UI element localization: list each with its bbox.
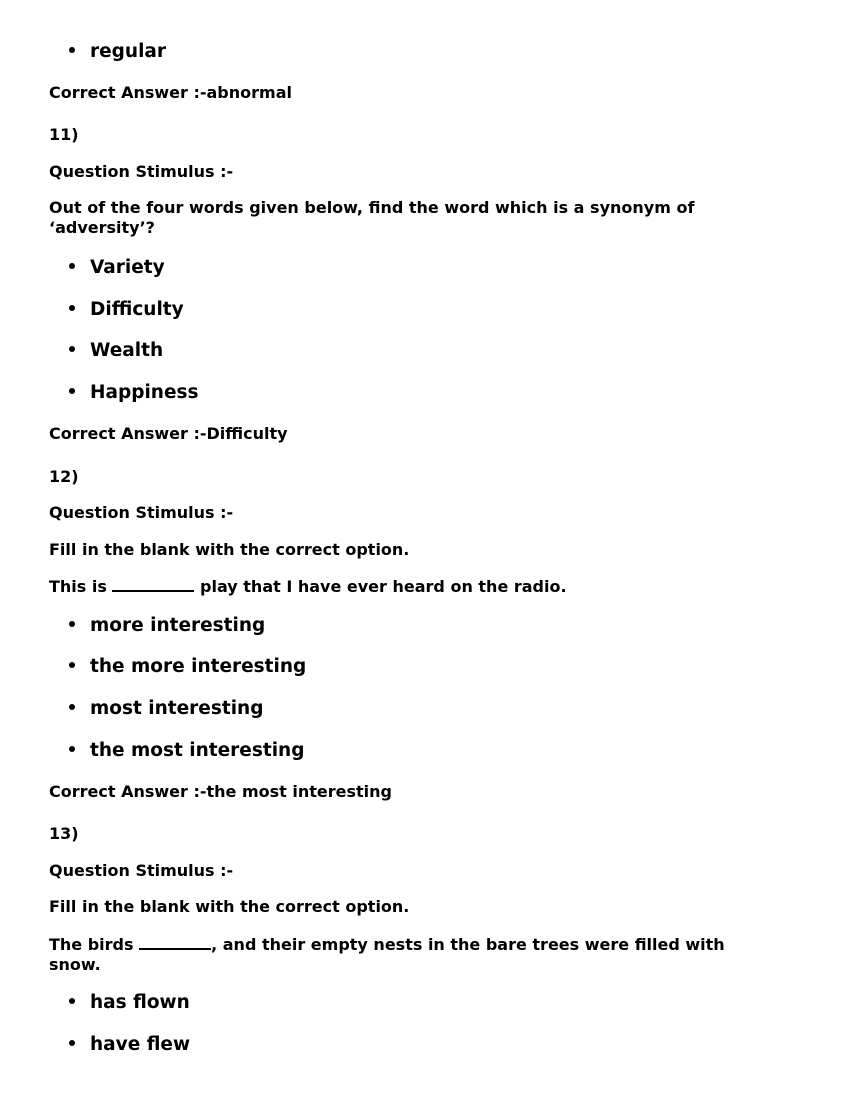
bullet-icon	[69, 346, 75, 352]
correct-answer: Correct Answer :-Difficulty	[49, 424, 288, 443]
option-item: the most interesting	[69, 739, 304, 763]
bullet-icon	[69, 662, 75, 668]
option-item: Variety	[69, 256, 165, 280]
option-item: most interesting	[69, 697, 263, 721]
question-sentence: This is play that I have ever heard on the radio.	[49, 577, 567, 596]
question-sentence: The birds , and their empty nests in the bare trees were filled with snow.	[49, 935, 725, 974]
bullet-icon	[69, 746, 75, 752]
correct-answer-value: abnormal	[206, 83, 292, 102]
option-item: the more interesting	[69, 655, 306, 679]
question-instruction: Fill in the blank with the correct option.	[49, 897, 410, 916]
option-item: more interesting	[69, 614, 265, 638]
bullet-icon	[69, 388, 75, 394]
bullet-icon	[69, 621, 75, 627]
option-item: regular	[69, 40, 166, 64]
correct-answer: Correct Answer :-the most interesting	[49, 782, 392, 801]
correct-answer: Correct Answer :-abnormal	[49, 83, 292, 102]
question-instruction: Fill in the blank with the correct option.	[49, 540, 410, 559]
bullet-icon	[69, 263, 75, 269]
option-item: has flown	[69, 991, 190, 1015]
bullet-icon	[69, 305, 75, 311]
bullet-icon	[69, 998, 75, 1004]
option-item: Happiness	[69, 381, 199, 405]
bullet-icon	[69, 47, 75, 53]
question-stimulus-text: Out of the four words given below, find the word which is a synonym of ‘adversity’?	[49, 198, 695, 237]
bullet-icon	[69, 704, 75, 710]
fill-blank	[139, 934, 211, 950]
option-item: Difficulty	[69, 298, 184, 322]
question-stimulus-label: Question Stimulus :-	[49, 861, 234, 880]
option-item: have flew	[69, 1033, 190, 1057]
option-item: Wealth	[69, 339, 163, 363]
correct-answer-value: Difficulty	[206, 424, 288, 443]
question-stimulus-label: Question Stimulus :-	[49, 162, 234, 181]
correct-answer-value: the most interesting	[206, 782, 392, 801]
question-stimulus-label: Question Stimulus :-	[49, 503, 234, 522]
bullet-icon	[69, 1040, 75, 1046]
fill-blank	[112, 576, 194, 592]
question-number: 12)	[49, 467, 79, 486]
question-number: 11)	[49, 125, 79, 144]
question-number: 13)	[49, 824, 79, 843]
